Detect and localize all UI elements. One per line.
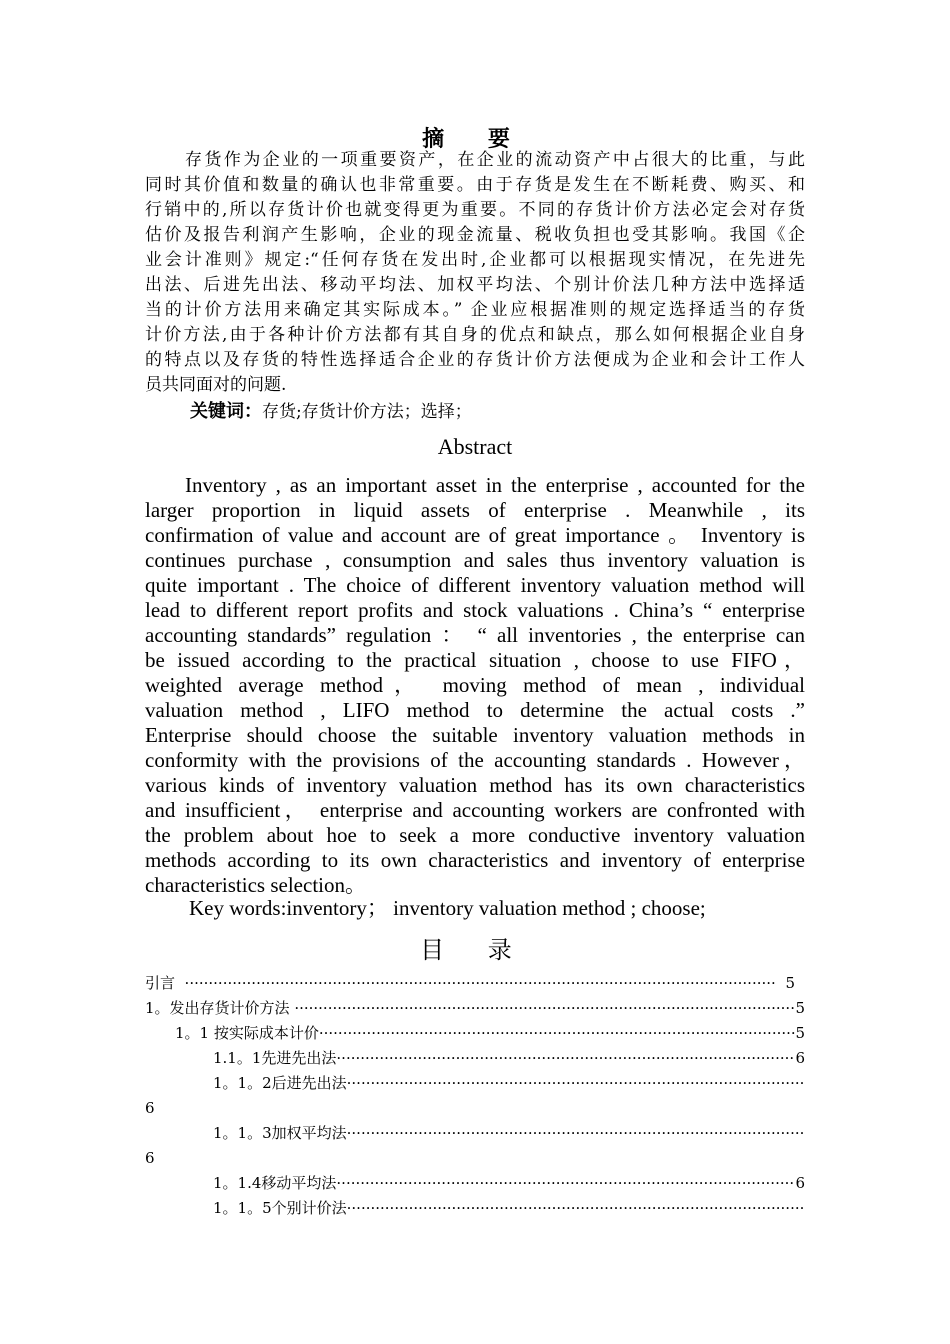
abstract-zh-body [145,148,805,398]
toc-leader-dots [347,1196,805,1221]
toc-entry-title: 1。1。3加权平均法 [213,1124,347,1142]
paragraph-line: 业会计准则》规定:“任何存货在发出时,企业都可以根据现实情况，在先进先 [145,250,805,270]
toc-entry[interactable] [145,1021,805,1046]
paragraph-line: and insufficient， enterprise and accounting workers are confronted with [145,798,805,822]
paragraph-line: continues purchase , consumption and sales thus inventory valuation is [145,548,805,572]
toc-entry-title: 1。1.4移动平均法 [213,1174,337,1192]
keywords-zh [190,399,472,425]
paragraph-line: various kinds of inventory valuation method has its own characteristics [145,773,805,797]
paragraph-line: characteristics selection。 [145,873,366,897]
table-of-contents [145,971,805,1221]
toc-entry[interactable] [145,1046,805,1071]
toc-entry[interactable] [145,971,805,996]
toc-entry-page: 5 [785,974,795,992]
keywords-en [145,896,805,921]
toc-entry-page: 5 [795,1024,805,1042]
toc-entry-title: 1。发出存货计价方法 [145,999,295,1017]
toc-entry-page: 6 [145,1099,155,1117]
paragraph-line: methods according to its own characteristics and inventory of enterprise [145,848,805,872]
paragraph-line: Enterprise should choose the suitable inventory valuation methods in [145,723,805,747]
paragraph-line: 同时其价值和数量的确认也非常重要。由于存货是发生在不断耗费、购买、和 [145,175,805,195]
toc-leader-dots [319,1021,796,1046]
paragraph-line: confirmation of value and account are of great importance 。 Inventory is [145,523,805,547]
toc-entry-page-wrap [145,1096,805,1121]
paragraph-line: accounting standards” regulation ： “ all inventories , the enterprise can [145,623,805,647]
toc-entry[interactable] [145,1171,805,1196]
toc-entry-page: 5 [795,999,805,1017]
toc-leader-dots [336,1046,795,1071]
toc-entry-title: 引言 [145,974,185,992]
abstract-zh-title: 摘 要 [422,127,528,152]
toc-entry[interactable] [145,1071,805,1096]
toc-leader-dots [347,1071,805,1096]
paragraph-line: 存货作为企业的一项重要资产，在企业的流动资产中占很大的比重，与此 [185,150,805,170]
keywords-en-text: Key words:inventory； inventory valuation method ; choose; [189,896,706,920]
paragraph-line: 当的计价方法用来确定其实际成本。” 企业应根据准则的规定选择适当的存货 [145,300,805,320]
paragraph-line: 估价及报告利润产生影响，企业的现金流量、税收负担也受其影响。我国《企 [145,225,805,245]
paragraph-line: larger proportion in liquid assets of enterprise . Meanwhile , its [145,498,805,522]
toc-title: 目 录 [420,936,530,964]
toc-entry-page: 6 [795,1049,805,1067]
toc-entry[interactable] [145,996,805,1021]
paragraph-line: conformity with the provisions of the accounting standards . However， [145,748,805,772]
toc-leader-dots [294,996,795,1021]
paragraph-line: lead to different report profits and stock valuations . China’s “ enterprise [145,598,805,622]
toc-leader-dots [347,1121,805,1146]
abstract-en-body [145,473,805,898]
abstract-en-title: Abstract [437,434,513,459]
paragraph-line: quite important . The choice of different inventory valuation method will [145,573,805,597]
keywords-zh-text: 存货;存货计价方法；选择； [262,402,472,422]
paragraph-line: weighted average method， moving method of mean , individual [145,673,805,697]
toc-entry-title: 1.1。1先进先出法 [213,1049,337,1067]
paragraph-line: 出法、后进先出法、移动平均法、加权平均法、个别计价法几种方法中选择适 [145,275,805,295]
toc-entry[interactable] [145,1121,805,1146]
paragraph-line: be issued according to the practical situation , choose to use FIFO， [145,648,805,672]
paragraph-line: valuation method , LIFO method to determine the actual costs .” [145,698,805,722]
toc-entry-page: 6 [145,1149,155,1167]
toc-entry-page-wrap [145,1146,805,1171]
keywords-zh-label: 关键词： [190,401,262,422]
toc-entry-title: 1。1。2后进先出法 [213,1074,347,1092]
paragraph-line: Inventory , as an important asset in the enterprise , accounted for the [185,473,805,497]
paragraph-line: 行销中的,所以存货计价也就变得更为重要。不同的存货计价方法必定会对存货 [145,200,805,220]
toc-leader-dots [336,1171,795,1196]
toc-entry[interactable] [145,1196,805,1221]
toc-entry-page: 6 [795,1174,805,1192]
toc-leader-dots [185,971,778,996]
paragraph-line: the problem about hoe to seek a more conductive inventory valuation [145,823,805,847]
toc-entry-title: 1。1。5个别计价法 [213,1199,347,1217]
paragraph-line: 员共同面对的问题. [145,375,287,395]
toc-entry-title: 1。1 按实际成本计价 [175,1024,319,1042]
paragraph-line: 计价方法,由于各种计价方法都有其自身的优点和缺点，那么如何根据企业自身 [145,325,805,345]
paragraph-line: 的特点以及存货的特性选择适合企业的存货计价方法便成为企业和会计工作人 [145,350,805,370]
